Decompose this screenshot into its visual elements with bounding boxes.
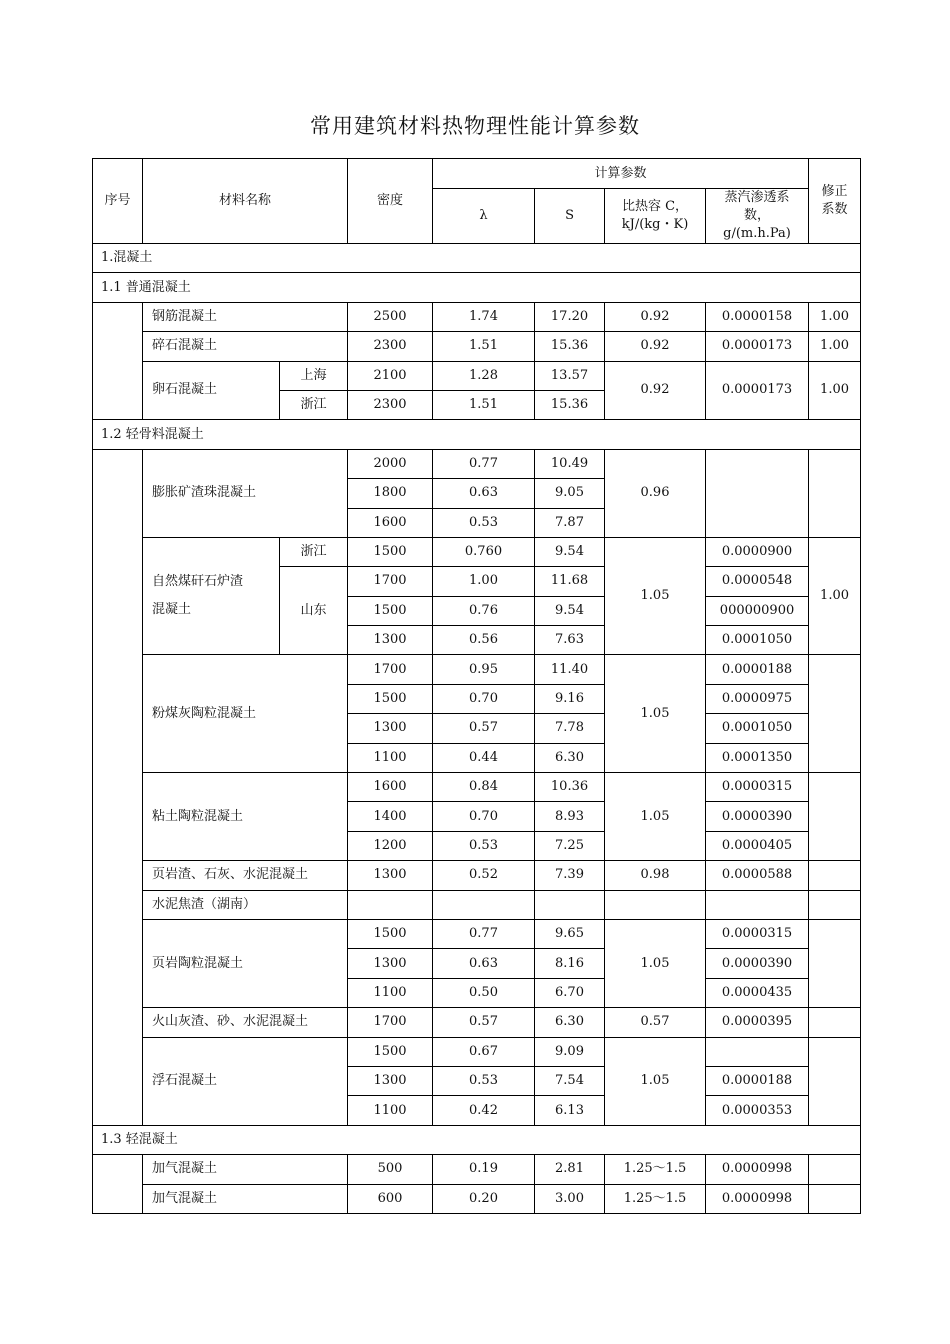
density-cell: 1600 xyxy=(348,773,433,802)
header-seq: 序号 xyxy=(93,159,143,244)
specific-heat-cell: 1.05 xyxy=(605,1037,706,1125)
table-row xyxy=(93,1184,861,1213)
material-name: 卵石混凝土 xyxy=(143,361,280,420)
vapor-cell: 0.0000390 xyxy=(706,949,809,978)
s-cell: 11.68 xyxy=(535,567,605,596)
specific-heat-cell: 1.25～1.5 xyxy=(605,1155,706,1184)
correction-cell: 1.00 xyxy=(809,537,861,655)
header-calc-params: 计算参数 xyxy=(433,159,809,189)
vapor-cell: 0.0000188 xyxy=(706,1066,809,1095)
vapor-cell: 0.0000998 xyxy=(706,1155,809,1184)
lambda-cell: 0.19 xyxy=(433,1155,535,1184)
density-cell: 1700 xyxy=(348,567,433,596)
s-cell: 7.25 xyxy=(535,831,605,860)
table-row xyxy=(93,332,861,361)
vapor-cell: 0.0000588 xyxy=(706,861,809,890)
lambda-cell: 0.77 xyxy=(433,449,535,478)
s-cell: 15.36 xyxy=(535,332,605,361)
lambda-cell: 0.63 xyxy=(433,949,535,978)
lambda-cell: 1.51 xyxy=(433,390,535,419)
header-material: 材料名称 xyxy=(143,159,348,244)
vapor-cell: 0.0000435 xyxy=(706,978,809,1007)
s-cell: 9.05 xyxy=(535,479,605,508)
density-cell: 1400 xyxy=(348,802,433,831)
header-correction: 修正系数 xyxy=(809,159,861,244)
vapor-cell: 0.0000390 xyxy=(706,802,809,831)
density-cell: 2300 xyxy=(348,390,433,419)
correction-cell: 1.00 xyxy=(809,332,861,361)
s-cell: 9.09 xyxy=(535,1037,605,1066)
lambda-cell: 0.57 xyxy=(433,1008,535,1037)
table-row xyxy=(93,773,861,802)
table-row xyxy=(93,449,861,478)
correction-cell xyxy=(809,1155,861,1184)
density-cell: 1300 xyxy=(348,1066,433,1095)
table-row xyxy=(93,537,861,566)
table-row xyxy=(93,890,861,919)
density-cell: 2000 xyxy=(348,449,433,478)
correction-cell: 1.00 xyxy=(809,302,861,331)
s-cell: 7.87 xyxy=(535,508,605,537)
s-cell xyxy=(535,890,605,919)
header-specific-heat: 比热容 C，kJ/(kg・K) xyxy=(605,189,706,244)
lambda-cell: 0.760 xyxy=(433,537,535,566)
correction-cell xyxy=(809,890,861,919)
vapor-cell xyxy=(706,1037,809,1066)
region-cell: 上海 xyxy=(280,361,348,390)
vapor-cell xyxy=(706,890,809,919)
density-cell: 1500 xyxy=(348,596,433,625)
lambda-cell: 0.20 xyxy=(433,1184,535,1213)
s-cell: 9.16 xyxy=(535,684,605,713)
section-row xyxy=(93,273,861,302)
correction-cell xyxy=(809,449,861,537)
correction-cell xyxy=(809,773,861,861)
table-row xyxy=(93,361,861,390)
lambda-cell: 0.42 xyxy=(433,1096,535,1125)
vapor-cell: 0.0001050 xyxy=(706,714,809,743)
s-cell: 7.39 xyxy=(535,861,605,890)
correction-cell: 1.00 xyxy=(809,361,861,420)
seq-cell xyxy=(93,1155,143,1214)
correction-cell xyxy=(809,1037,861,1125)
density-cell: 1200 xyxy=(348,831,433,860)
seq-cell xyxy=(93,302,143,420)
material-name: 加气混凝土 xyxy=(143,1184,348,1213)
seq-cell xyxy=(93,449,143,1125)
s-cell: 10.49 xyxy=(535,449,605,478)
header-vapor: 蒸汽渗透系数，g/(m.h.Pa) xyxy=(706,189,809,244)
s-cell: 7.54 xyxy=(535,1066,605,1095)
density-cell: 1700 xyxy=(348,1008,433,1037)
correction-cell xyxy=(809,861,861,890)
density-cell: 1100 xyxy=(348,1096,433,1125)
density-cell: 600 xyxy=(348,1184,433,1213)
density-cell: 1800 xyxy=(348,479,433,508)
vapor-cell: 0.0000900 xyxy=(706,537,809,566)
specific-heat-cell: 1.05 xyxy=(605,537,706,655)
correction-cell xyxy=(809,655,861,773)
lambda-cell: 0.53 xyxy=(433,831,535,860)
vapor-cell: 0.0000405 xyxy=(706,831,809,860)
material-name: 粉煤灰陶粒混凝土 xyxy=(143,655,348,773)
specific-heat-cell: 1.05 xyxy=(605,773,706,861)
specific-heat-cell: 1.05 xyxy=(605,655,706,773)
material-name: 浮石混凝土 xyxy=(143,1037,348,1125)
s-cell: 6.30 xyxy=(535,743,605,772)
specific-heat-cell: 0.57 xyxy=(605,1008,706,1037)
section-label: 1.2 轻骨料混凝土 xyxy=(93,420,861,449)
s-cell: 7.78 xyxy=(535,714,605,743)
vapor-cell: 0.0000173 xyxy=(706,332,809,361)
specific-heat-cell xyxy=(605,890,706,919)
correction-cell xyxy=(809,1008,861,1037)
lambda-cell: 1.28 xyxy=(433,361,535,390)
s-cell: 6.13 xyxy=(535,1096,605,1125)
region-cell: 浙江 xyxy=(280,537,348,566)
header-row xyxy=(93,159,861,189)
s-cell: 10.36 xyxy=(535,773,605,802)
region-cell: 山东 xyxy=(280,567,348,655)
density-cell: 1300 xyxy=(348,626,433,655)
s-cell: 2.81 xyxy=(535,1155,605,1184)
density-cell xyxy=(348,890,433,919)
s-cell: 13.57 xyxy=(535,361,605,390)
density-cell: 2500 xyxy=(348,302,433,331)
s-cell: 3.00 xyxy=(535,1184,605,1213)
s-cell: 8.93 xyxy=(535,802,605,831)
s-cell: 15.36 xyxy=(535,390,605,419)
density-cell: 1100 xyxy=(348,743,433,772)
vapor-cell: 0.0000975 xyxy=(706,684,809,713)
vapor-cell: 0.0000158 xyxy=(706,302,809,331)
vapor-cell: 0.0001350 xyxy=(706,743,809,772)
vapor-cell: 0.0000188 xyxy=(706,655,809,684)
header-density: 密度 xyxy=(348,159,433,244)
s-cell: 7.63 xyxy=(535,626,605,655)
s-cell: 6.30 xyxy=(535,1008,605,1037)
vapor-cell: 0.0001050 xyxy=(706,626,809,655)
section-row xyxy=(93,1125,861,1154)
table-row xyxy=(93,861,861,890)
region-cell: 浙江 xyxy=(280,390,348,419)
s-cell: 17.20 xyxy=(535,302,605,331)
specific-heat-cell: 0.92 xyxy=(605,361,706,420)
lambda-cell: 1.00 xyxy=(433,567,535,596)
lambda-cell: 0.70 xyxy=(433,802,535,831)
vapor-cell: 0.0000998 xyxy=(706,1184,809,1213)
lambda-cell: 1.74 xyxy=(433,302,535,331)
density-cell: 1500 xyxy=(348,919,433,948)
material-name: 自然煤矸石炉渣混凝土 xyxy=(143,537,280,655)
vapor-cell: 0.0000173 xyxy=(706,361,809,420)
density-cell: 1500 xyxy=(348,1037,433,1066)
lambda-cell: 0.95 xyxy=(433,655,535,684)
vapor-cell: 0.0000315 xyxy=(706,919,809,948)
density-cell: 1100 xyxy=(348,978,433,1007)
density-cell: 2300 xyxy=(348,332,433,361)
density-cell: 1300 xyxy=(348,714,433,743)
lambda-cell: 0.84 xyxy=(433,773,535,802)
material-name: 加气混凝土 xyxy=(143,1155,348,1184)
density-cell: 1300 xyxy=(348,861,433,890)
lambda-cell: 0.56 xyxy=(433,626,535,655)
vapor-cell: 000000900 xyxy=(706,596,809,625)
header-lambda: λ xyxy=(433,189,535,244)
material-name: 火山灰渣、砂、水泥混凝土 xyxy=(143,1008,348,1037)
density-cell: 1500 xyxy=(348,537,433,566)
lambda-cell: 0.53 xyxy=(433,1066,535,1095)
section-label: 1.1 普通混凝土 xyxy=(93,273,861,302)
lambda-cell: 0.50 xyxy=(433,978,535,1007)
specific-heat-cell: 1.25～1.5 xyxy=(605,1184,706,1213)
lambda-cell: 0.53 xyxy=(433,508,535,537)
lambda-cell: 0.77 xyxy=(433,919,535,948)
specific-heat-cell: 0.92 xyxy=(605,302,706,331)
lambda-cell xyxy=(433,890,535,919)
vapor-cell xyxy=(706,449,809,537)
specific-heat-cell: 0.98 xyxy=(605,861,706,890)
s-cell: 8.16 xyxy=(535,949,605,978)
material-name: 粘土陶粒混凝土 xyxy=(143,773,348,861)
section-row xyxy=(93,420,861,449)
table-row xyxy=(93,655,861,684)
header-s: S xyxy=(535,189,605,244)
lambda-cell: 0.52 xyxy=(433,861,535,890)
density-cell: 2100 xyxy=(348,361,433,390)
s-cell: 9.54 xyxy=(535,537,605,566)
density-cell: 1700 xyxy=(348,655,433,684)
lambda-cell: 0.76 xyxy=(433,596,535,625)
material-name: 水泥焦渣（湖南） xyxy=(143,890,348,919)
lambda-cell: 0.67 xyxy=(433,1037,535,1066)
lambda-cell: 0.44 xyxy=(433,743,535,772)
table-row xyxy=(93,302,861,331)
material-parameters-table xyxy=(92,158,861,1214)
lambda-cell: 1.51 xyxy=(433,332,535,361)
vapor-cell: 0.0000548 xyxy=(706,567,809,596)
specific-heat-cell: 0.96 xyxy=(605,449,706,537)
page-title: 常用建筑材料热物理性能计算参数 xyxy=(310,114,640,138)
material-name: 页岩陶粒混凝土 xyxy=(143,919,348,1007)
vapor-cell: 0.0000353 xyxy=(706,1096,809,1125)
correction-cell xyxy=(809,919,861,1007)
table-row xyxy=(93,1155,861,1184)
table-row xyxy=(93,1037,861,1066)
density-cell: 1500 xyxy=(348,684,433,713)
material-name: 膨胀矿渣珠混凝土 xyxy=(143,449,348,537)
s-cell: 9.65 xyxy=(535,919,605,948)
s-cell: 11.40 xyxy=(535,655,605,684)
density-cell: 1600 xyxy=(348,508,433,537)
correction-cell xyxy=(809,1184,861,1213)
specific-heat-cell: 1.05 xyxy=(605,919,706,1007)
section-label: 1.3 轻混凝土 xyxy=(93,1125,861,1154)
lambda-cell: 0.57 xyxy=(433,714,535,743)
material-name: 页岩渣、石灰、水泥混凝土 xyxy=(143,861,348,890)
lambda-cell: 0.70 xyxy=(433,684,535,713)
lambda-cell: 0.63 xyxy=(433,479,535,508)
table-row xyxy=(93,1008,861,1037)
s-cell: 6.70 xyxy=(535,978,605,1007)
vapor-cell: 0.0000315 xyxy=(706,773,809,802)
s-cell: 9.54 xyxy=(535,596,605,625)
specific-heat-cell: 0.92 xyxy=(605,332,706,361)
section-row xyxy=(93,244,861,273)
density-cell: 500 xyxy=(348,1155,433,1184)
material-name: 碎石混凝土 xyxy=(143,332,348,361)
section-label: 1.混凝土 xyxy=(93,244,861,273)
table-row xyxy=(93,919,861,948)
vapor-cell: 0.0000395 xyxy=(706,1008,809,1037)
density-cell: 1300 xyxy=(348,949,433,978)
material-name: 钢筋混凝土 xyxy=(143,302,348,331)
